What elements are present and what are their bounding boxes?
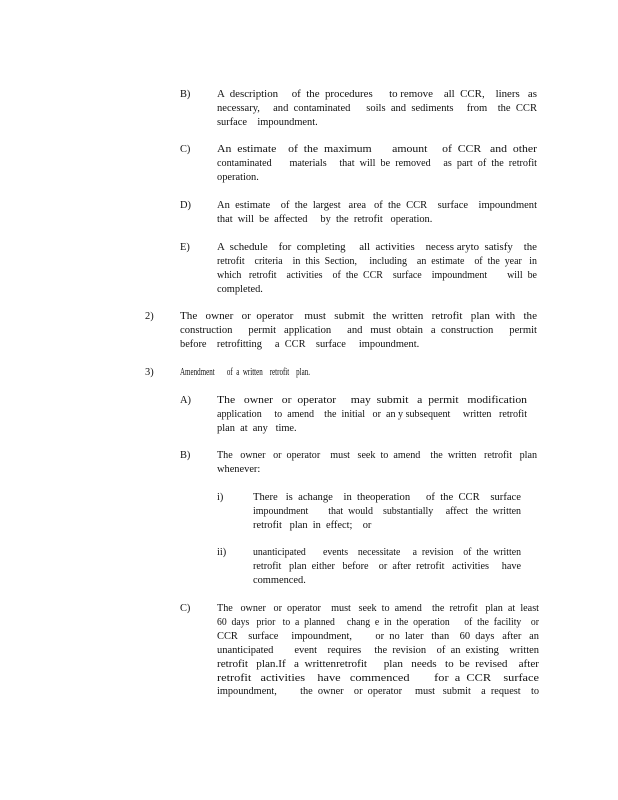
- item-label: 3): [145, 367, 154, 378]
- text-line: The owner or operator must seek to amend the retrofit plan at least: [217, 603, 539, 614]
- text-line: There is achange in theoperation of the CCR surface: [253, 492, 521, 503]
- text-line: CCR surface impoundment, or no later than 60 days after an: [217, 630, 539, 642]
- text-line: commenced.: [253, 574, 306, 586]
- text-line: The owner or operator must seek to amend the written retrofit plan: [217, 450, 537, 461]
- text-line: impoundment that would substantially affect the written: [253, 505, 521, 517]
- text-line: An estimate of the maximum amount of CCR and other: [217, 144, 537, 155]
- text-line: A schedule for completing all activities necess aryto satisfy the: [217, 242, 537, 253]
- text-line: before retrofitting a CCR surface impoundment.: [180, 338, 420, 350]
- text-line: completed.: [217, 283, 263, 295]
- text-line: contaminated materials that will be removed as part of the retrofit: [217, 157, 537, 169]
- text-line: operation.: [217, 171, 259, 183]
- item-label: i): [217, 492, 224, 503]
- text-line: An estimate of the largest area of the CCR surface impoundment: [217, 200, 537, 211]
- text-line: Amendment of a written retrofit plan.: [180, 367, 310, 378]
- text-line: which retrofit activities of the CCR surface impoundment will be: [217, 269, 537, 281]
- item-label: A): [180, 395, 191, 406]
- text-line: The owner or operator must submit the written retrofit plan with the: [180, 311, 537, 322]
- text-line: retrofit plan either before or after retrofit activities have: [253, 560, 521, 572]
- item-label: C): [180, 603, 191, 614]
- text-line: that will be affected by the retrofit operation.: [217, 213, 433, 225]
- text-line: 60 days prior to a planned chang e in the operation of the facility or: [217, 616, 539, 628]
- text-line: retrofit activities have commenced for a CCR surface: [217, 672, 539, 684]
- text-line: surface impoundment.: [217, 116, 318, 128]
- item-label: ii): [217, 547, 227, 558]
- text-line: retrofit criteria in this Section, including an estimate of the year in: [217, 255, 537, 267]
- text-line: application to amend the initial or an y subsequent written retrofit: [217, 408, 527, 420]
- text-line: plan at any time.: [217, 422, 297, 434]
- item-label: E): [180, 242, 190, 253]
- text-line: retrofit plan.If a writtenretrofit plan needs to be revised after: [217, 658, 539, 670]
- item-label: B): [180, 89, 191, 100]
- item-label: 2): [145, 311, 154, 322]
- text-line: A description of the procedures to remove all CCR, liners as: [217, 89, 537, 100]
- item-label: D): [180, 200, 191, 211]
- item-label: B): [180, 450, 191, 461]
- text-line: The owner or operator may submit a permit modification: [217, 395, 527, 406]
- text-line: unanticipated event requires the revision of an existing written: [217, 644, 539, 656]
- text-line: unanticipated events necessitate a revision of the written: [253, 547, 521, 558]
- text-line: whenever:: [217, 463, 261, 475]
- text-line: construction permit application and must obtain a construction permit: [180, 324, 537, 336]
- text-line: necessary, and contaminated soils and sediments from the CCR: [217, 102, 537, 114]
- text-line: retrofit plan in effect; or: [253, 519, 372, 531]
- item-label: C): [180, 144, 191, 155]
- text-line: impoundment, the owner or operator must submit a request to: [217, 686, 539, 698]
